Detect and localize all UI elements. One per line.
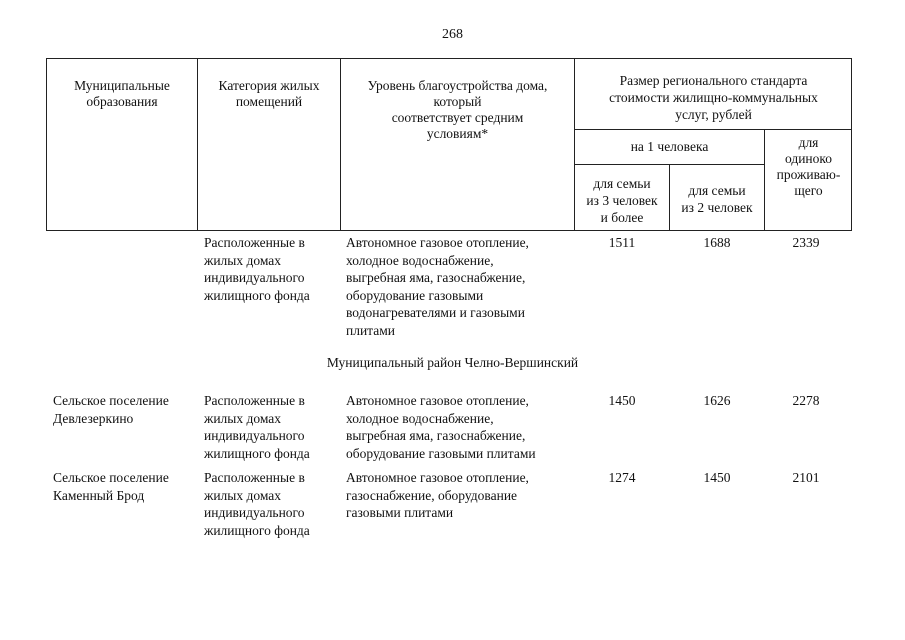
cell-line: газовыми плитами — [346, 505, 454, 520]
cell-line: холодное водоснабжение, — [346, 410, 494, 426]
row-municipality — [53, 469, 198, 504]
header-standard-size — [575, 72, 852, 123]
header-line: образования — [86, 94, 158, 109]
cell-line: индивидуального — [204, 270, 305, 285]
header-line: для — [798, 135, 819, 150]
row-level — [346, 469, 571, 522]
cell-line: Автономное газовое отопление, — [346, 235, 529, 250]
cell-line: Расположенные в — [204, 393, 305, 408]
row-category — [204, 234, 339, 304]
cell-line: выгребная яма, газоснабжение, — [346, 428, 526, 443]
header-line: Уровень благоустройства дома, — [367, 78, 548, 93]
value-family-2: 1688 — [703, 235, 731, 250]
value-family-2: 1626 — [703, 393, 731, 408]
cell-line: водонагревателями и газовыми — [346, 305, 525, 320]
header-line: помещений — [235, 94, 303, 109]
header-municipality — [47, 78, 197, 110]
cell-line: Расположенные в — [204, 470, 305, 485]
cell-line: оборудование газовыми — [346, 287, 484, 303]
header-family-3 — [575, 175, 669, 226]
value-family-3: 1511 — [608, 235, 636, 250]
header-level — [341, 78, 574, 142]
cell-line: Сельское поселение — [53, 393, 169, 408]
cell-line: жилых домах — [204, 410, 282, 426]
header-family-2 — [670, 182, 764, 216]
header-line: и более — [600, 210, 644, 225]
page-number: 268 — [442, 27, 463, 42]
header-line: Размер регионального стандарта — [619, 73, 808, 88]
cell-line: индивидуального — [204, 428, 305, 443]
header-line: стоимости жилищно-коммунальных — [609, 90, 818, 105]
header-single — [765, 135, 852, 199]
header-line: для семьи — [688, 183, 746, 198]
cell-line: жилых домах — [204, 252, 282, 268]
value-single: 2101 — [792, 470, 820, 485]
value-family-3: 1274 — [608, 470, 636, 485]
header-line: из 2 человек — [681, 200, 753, 215]
cell-line: Расположенные в — [204, 235, 305, 250]
cell-line: оборудование газовыми плитами — [346, 445, 536, 461]
header-line: проживаю- — [776, 167, 841, 182]
header-line: который — [433, 94, 482, 109]
row-category — [204, 469, 339, 539]
header-line: одиноко — [784, 151, 833, 166]
value-family-3: 1450 — [608, 393, 636, 408]
row-level — [346, 392, 571, 462]
header-category — [198, 78, 340, 110]
cell-line: жилищного фонда — [204, 522, 310, 538]
cell-line: газоснабжение, оборудование — [346, 487, 518, 503]
cell-line: плитами — [346, 322, 396, 338]
header-line: Муниципальные — [74, 78, 170, 93]
cell-line: Автономное газовое отопление, — [346, 470, 529, 485]
cell-line: жилых домах — [204, 487, 282, 503]
section-title: Муниципальный район Челно-Вершинский — [326, 355, 579, 370]
header-line: для семьи — [593, 176, 651, 191]
header-line: щего — [794, 183, 823, 198]
row-level — [346, 234, 571, 339]
header-per-person: на 1 человека — [630, 139, 709, 154]
header-divider — [574, 129, 852, 130]
header-line: Категория жилых — [218, 78, 320, 93]
header-line: услуг, рублей — [675, 107, 752, 122]
cell-line: жилищного фонда — [204, 445, 310, 461]
value-single: 2339 — [792, 235, 820, 250]
value-single: 2278 — [792, 393, 820, 408]
header-line: соответствует средним — [391, 110, 524, 125]
cell-line: жилищного фонда — [204, 287, 310, 303]
cell-line: выгребная яма, газоснабжение, — [346, 270, 526, 285]
row-category — [204, 392, 339, 462]
header-line: из 3 человек — [586, 193, 658, 208]
cell-line: холодное водоснабжение, — [346, 252, 494, 268]
cell-line: Автономное газовое отопление, — [346, 393, 529, 408]
cell-line: Каменный Брод — [53, 487, 145, 503]
cell-line: Девлезеркино — [53, 410, 134, 426]
header-line: условиям* — [426, 126, 489, 141]
value-family-2: 1450 — [703, 470, 731, 485]
cell-line: индивидуального — [204, 505, 305, 520]
row-municipality — [53, 392, 198, 427]
cell-line: Сельское поселение — [53, 470, 169, 485]
